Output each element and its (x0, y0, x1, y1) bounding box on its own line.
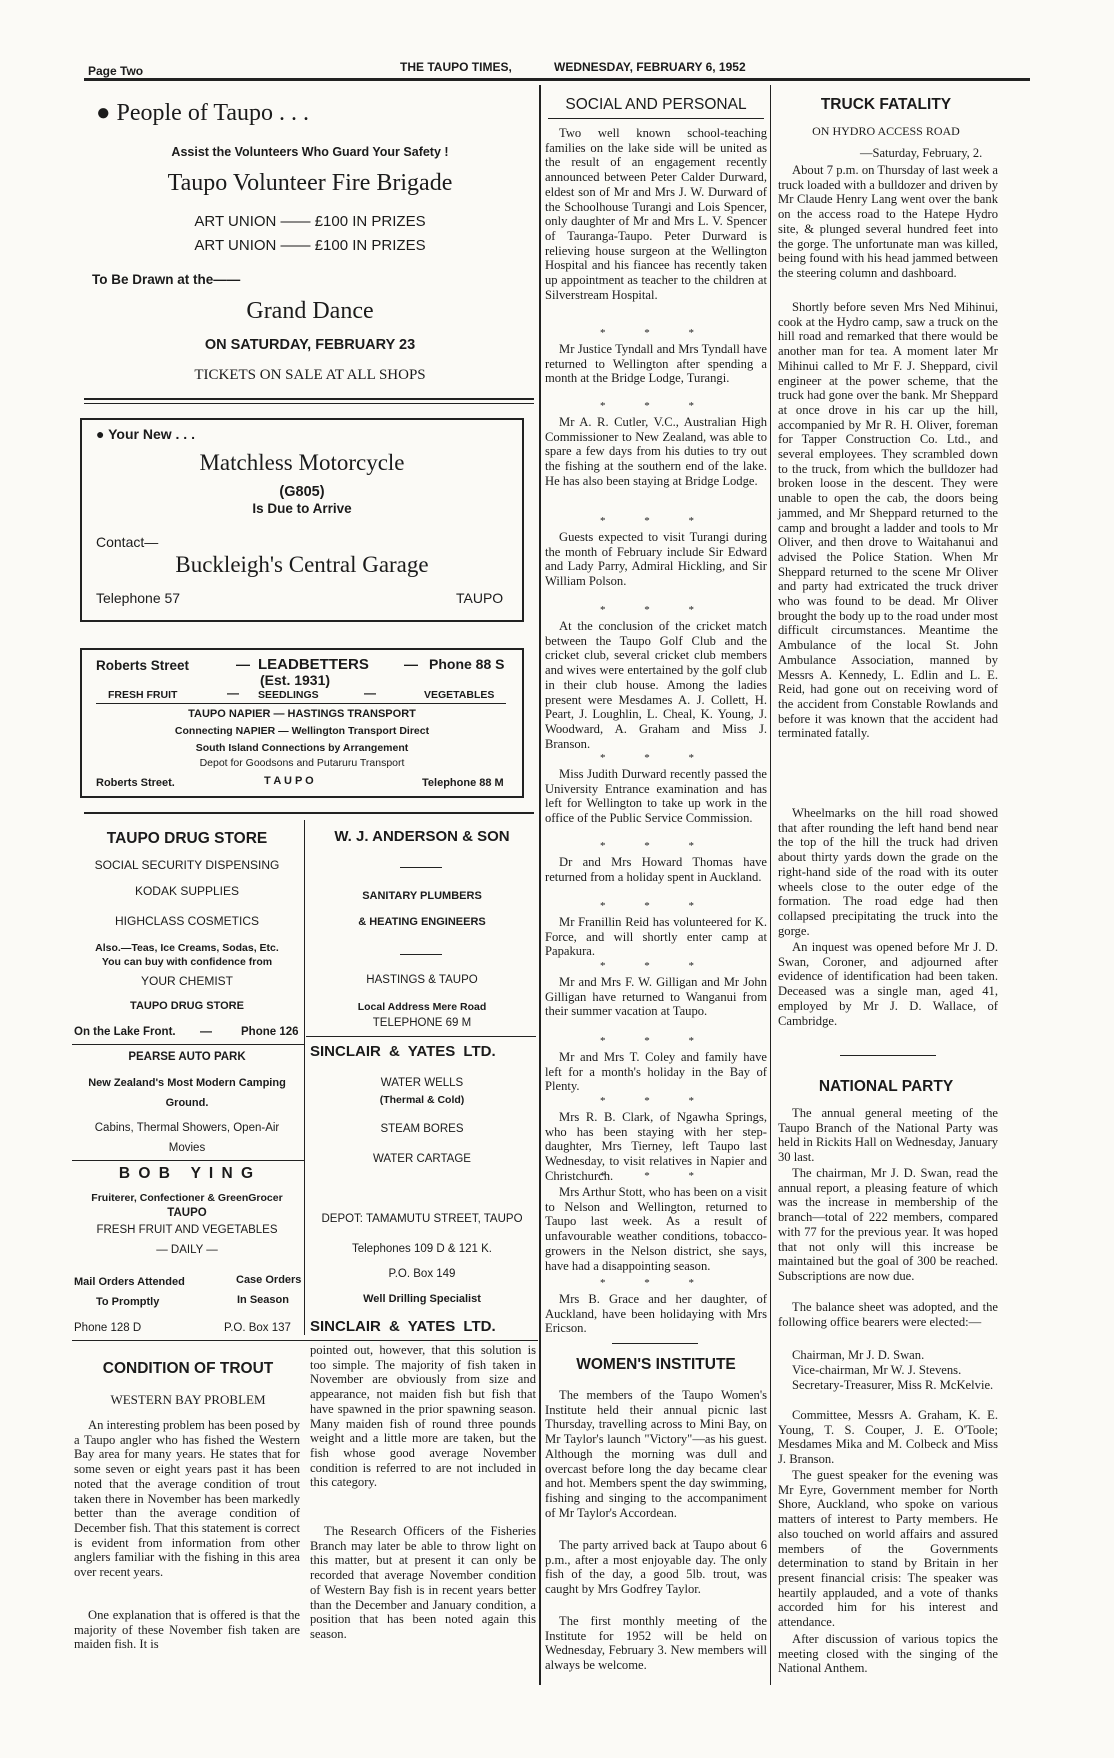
dash-icon: — (236, 656, 250, 672)
social-paragraph: Mr Franillin Reid has volunteered for K. Force, and will shortly enter camp at Papakura. (545, 915, 767, 959)
your-new: ● Your New . . . (96, 426, 195, 442)
drug-line: YOUR CHEMIST (140, 974, 233, 988)
title-rule (548, 118, 764, 119)
anderson-line: TELEPHONE 69 M (372, 1017, 472, 1029)
column-rule (770, 85, 771, 1685)
ad-divider (72, 1160, 304, 1161)
star-separator: * * * (600, 400, 712, 412)
bob-mail-1: Mail Orders Attended (74, 1276, 185, 1288)
bullet-icon: ● (96, 100, 111, 126)
motorcycle-name: Matchless Motorcycle (199, 450, 405, 475)
short-rule (400, 954, 442, 955)
short-rule (612, 1343, 698, 1344)
drug-line: HIGHCLASS COSMETICS (114, 914, 260, 928)
garage-name: Buckleigh's Central Garage (175, 552, 429, 577)
fresh-fruit: FRESH FRUIT (108, 689, 178, 701)
star-separator: * * * (600, 752, 712, 764)
social-title: SOCIAL AND PERSONAL (565, 96, 747, 113)
fire-subline: Assist the Volunteers Who Guard Your Safety ! (171, 145, 449, 159)
ad-underline (96, 703, 506, 704)
truck-paragraph: About 7 p.m. on Thursday of last week a truck loaded with a bulldozer and driven by Mr Claude Henry Lang went over the bank on the access road to the Hatepe Hydro site, & plunged several hundred feet into the gorge. The unfortunate man was killed, being found with his head jammed between the steering column and dashboard. (778, 163, 998, 280)
star-separator: * * * (600, 840, 712, 852)
bob-line: TAUPO (167, 1207, 207, 1219)
seedlings: SEEDLINGS (258, 689, 319, 701)
women-paragraph: The first monthly meeting of the Institute for 1952 will be held on Wednesday, February 3. New members will always be welcome. (545, 1614, 767, 1673)
header-rule (84, 78, 1030, 81)
star-separator: * * * (600, 1170, 712, 1182)
national-title: NATIONAL PARTY (818, 1078, 954, 1095)
taupo-footer: T A U P O (264, 775, 314, 787)
social-paragraph: Mrs Arthur Stott, who has been on a visit to Nelson and Wellington, returned to Taupo last week. As a result of unfavourable weather conditions, tobacco-growers in the Nelson district, she says, have had a disappointing season. (545, 1185, 767, 1273)
star-separator: * * * (600, 515, 712, 527)
star-separator: * * * (600, 960, 712, 972)
short-rule (400, 867, 442, 868)
leadbetters-est: (Est. 1931) (260, 672, 331, 688)
social-paragraph: Mr and Mrs T. Coley and family have left for a month's holiday in the Bay of Plenty. (545, 1050, 767, 1094)
bullet-icon: ● (96, 426, 105, 442)
trout-subtitle: WESTERN BAY PROBLEM (110, 1392, 266, 1407)
pearse-line: Movies (168, 1142, 206, 1154)
leadbetters-name: LEADBETTERS (258, 656, 369, 673)
star-separator: * * * (600, 604, 712, 616)
bob-line: FRESH FRUIT AND VEGETABLES (96, 1224, 278, 1236)
social-paragraph: Guests expected to visit Turangi during the month of February include Sir Edward and Lady Parry, Admiral Hickling, and Sir William Polson. (545, 530, 767, 589)
truck-subtitle: ON HYDRO ACCESS ROAD (812, 124, 960, 138)
vegetables: VEGETABLES (424, 689, 495, 701)
drug-phone: Phone 126 (241, 1026, 299, 1038)
national-paragraph: After discussion of various topics the meeting closed with the singing of the National Anthem. (778, 1632, 998, 1676)
art-union-2: ART UNION —— £100 IN PRIZES (194, 237, 426, 254)
ad-divider (84, 398, 534, 400)
sinclair-footer: SINCLAIR & YATES LTD. (310, 1318, 496, 1335)
national-officer: Chairman, Mr J. D. Swan. (792, 1348, 925, 1362)
dash-icon: — (227, 686, 239, 700)
drug-store-title: TAUPO DRUG STORE (106, 830, 268, 847)
leadbetters-phone: Phone 88 S (429, 656, 505, 672)
sinclair-line: WATER WELLS (380, 1077, 464, 1089)
telephone-footer: Telephone 88 M (422, 777, 504, 789)
contact-label: Contact— (96, 534, 159, 550)
anderson-line: SANITARY PLUMBERS (362, 890, 482, 902)
short-rule (840, 1055, 936, 1056)
social-paragraph: Two well known school-teaching families on the lake side will be united as the result of an engagement recently announced between Peter Calder Durward, eldest son of Mr and Mrs J. W. Durward of the Schoolhouse Turangi and Lois Spencer, only daughter of Mr and Mrs L. V. Spencer of Tauranga-Taupo. Peter Durward is relieving house surgeon at the Wellington Hospital and his fiancee has recently taken up appointment as teacher to the children at Silverstream Hospital. (545, 126, 767, 302)
ad-divider (72, 1044, 304, 1045)
sinclair-title: SINCLAIR & YATES LTD. (310, 1043, 496, 1060)
ad-divider (306, 1036, 536, 1037)
social-paragraph: Mrs R. B. Clark, of Ngawha Springs, who has been staying with her step-daughter, Mrs Tierney, left Taupo last Wednesday, to visit relatives in Napier and Christchurch. (545, 1110, 767, 1183)
star-separator: * * * (600, 1277, 712, 1289)
ad-column-rule (304, 820, 305, 1335)
social-paragraph: Mr and Mrs F. W. Gilligan and Mr John Gilligan have returned to Wanganui from their summer vacation at Taupo. (545, 975, 767, 1019)
anderson-line: HASTINGS & TAUPO (366, 974, 478, 986)
drug-line: SOCIAL SECURITY DISPENSING (94, 858, 280, 872)
anderson-title: W. J. ANDERSON & SON (334, 828, 510, 845)
transport-line-3: South Island Connections by Arrangement (195, 742, 409, 754)
garage-town: TAUPO (456, 590, 504, 606)
drug-line: You can buy with confidence from (101, 956, 273, 968)
bob-case-2: In Season (237, 1294, 289, 1306)
national-paragraph: The guest speaker for the evening was Mr Eyre, Government member for North Shore, Auckland, who spoke on various matters of interest to Party members. He also touched on world affairs and assured members of the Governments determination to stand by Britain in her present financial crisis: The speaker was heartily applauded, and a vote of thanks accorded him for his interest and attendance. (778, 1468, 998, 1630)
national-paragraph: The chairman, Mr J. D. Swan, read the annual report, a pleasing feature of which was the increase in membership of the branch—total of 222 members, compared with 77 for the previous year. It was hoped that not only will this increase be maintained but the goal of 300 be reached. Subscriptions are now due. (778, 1166, 998, 1283)
trout-paragraph: pointed out, however, that this solution is too simple. The majority of fish taken in November are obviously from size and appearance, not maiden fish but fish that have spawned in the prior spawning season. Many maiden fish of round three pounds weight and a little more are taken, but the fish whose good average November condition is referred to are not included in this category. (310, 1343, 536, 1490)
truck-title: TRUCK FATALITY (820, 96, 952, 113)
truck-paragraph: Shortly before seven Mrs Ned Mihinui, cook at the Hydro camp, saw a truck on the hill road and remarked that there would be another man for tea. A moment later Mr Mihinui called to Mr F. J. Sheppard, civil engineer at the power scheme, that the truck had gone over the bank. Mr Sheppard at once drove in his car up the hill, accompanied by Mr R. H. Oliver, foreman for Tapper Construction Co. Ltd., and several employees. They scrambled down to the truck, from which the bulldozer had broken loose in the descent. They were unable to open the cab, the doors being jammed, and Mr Sheppard returned to the camp and brought a ladder and tools to Mr Oliver, and then drove to Waitahanui and advised the Police Station. When Mr Sheppard returned to the scene Mr Oliver and party had extricated the truck driver who was found to be dead. Mr Oliver brought the body up to the road under most difficult circumstances. Meantime the Ambulance of the local St. John Ambulance Association, manned by Messrs A. Kennedy, L. Edlin and L. E. Reid, had gone out on receiving word of the accident from Constable Rowlands and before it was known that the accident had terminated fatally. (778, 300, 998, 741)
national-paragraph: The annual general meeting of the Taupo Branch of the National Party was held in Rickits Hall on Wednesday, January 30 last. (778, 1106, 998, 1165)
social-paragraph: Mr Justice Tyndall and Mrs Tyndall have returned to Wellington after spending a month at the Bridge Lodge, Turangi. (545, 342, 767, 386)
drug-line: Also.—Teas, Ice Creams, Sodas, Etc. (95, 942, 279, 954)
transport-line-1: TAUPO NAPIER — HASTINGS TRANSPORT (188, 708, 416, 720)
ad-divider (72, 1340, 538, 1341)
tickets-line: TICKETS ON SALE AT ALL SHOPS (194, 367, 426, 383)
truck-paragraph: Wheelmarks on the hill road showed that after rounding the left hand bend near the top of the hill the truck had driven about thirty yards down the grade on the right-hand side of the road with its outer wheels close to the outer edge of the formation. The road edge had then collapsed precipitating the truck into the gorge. (778, 806, 998, 938)
bob-phone: Phone 128 D (74, 1322, 142, 1334)
motorcycle-code: (G805) (279, 484, 325, 500)
dash-icon: — (200, 1024, 212, 1038)
column-rule (539, 85, 541, 1685)
national-paragraph: The balance sheet was adopted, and the following office bearers were elected:— (778, 1300, 998, 1329)
ad-divider (84, 403, 534, 404)
dash-icon: — (404, 656, 418, 672)
sinclair-line: STEAM BORES (380, 1123, 464, 1135)
grand-dance: Grand Dance (246, 298, 374, 324)
bob-case-1: Case Orders (236, 1274, 302, 1286)
roberts-street-footer: Roberts Street. (96, 777, 175, 789)
drawn-at: To Be Drawn at the—— (92, 272, 241, 287)
sinclair-line: Well Drilling Specialist (363, 1293, 481, 1305)
bob-line: Fruiterer, Confectioner & GreenGrocer (91, 1192, 283, 1204)
women-title: WOMEN'S INSTITUTE (576, 1356, 736, 1373)
anderson-line: & HEATING ENGINEERS (358, 916, 486, 928)
sinclair-line: DEPOT: TAMAMUTU STREET, TAUPO (321, 1213, 523, 1225)
national-officer: Committee, Messrs A. Graham, K. E. Young, T. S. Couper, J. E. O'Toole; Mesdames Mika and M. Colbeck and Miss J. Branson. (778, 1408, 998, 1467)
social-paragraph: Miss Judith Durward recently passed the University Entrance examination and has left for Wellington to take up work in the office of the Public Service Commission. (545, 767, 767, 826)
garage-telephone: Telephone 57 (96, 590, 181, 606)
pearse-line: Cabins, Thermal Showers, Open-Air (94, 1122, 280, 1134)
transport-line-4: Depot for Goodsons and Putaruru Transport (199, 757, 405, 769)
truck-paragraph: An inquest was opened before Mr J. D. Swan, Coroner, and adjourned after evidence of identification had been taken. Deceased was a single man, aged 41, employed by Mr J. D. Wallace, of Cambridge. (778, 940, 998, 1028)
national-officer: Vice-chairman, Mr W. J. Stevens. (792, 1363, 962, 1377)
paper-name: THE TAUPO TIMES, (400, 60, 512, 74)
star-separator: * * * (600, 1035, 712, 1047)
women-paragraph: The party arrived back at Taupo about 6 p.m., after a most enjoyable day. The only fish of the day, a good 5lb. trout, was caught by Mrs Godfrey Taylor. (545, 1538, 767, 1597)
sinclair-line: Telephones 109 D & 121 K. (351, 1243, 493, 1255)
brigade-title: Taupo Volunteer Fire Brigade (167, 170, 453, 196)
bob-line: — DAILY — (156, 1244, 218, 1256)
pearse-title: PEARSE AUTO PARK (128, 1051, 246, 1063)
drug-line: TAUPO DRUG STORE (130, 1000, 244, 1012)
page-number: Page Two (88, 64, 144, 78)
art-union-1: ART UNION —— £100 IN PRIZES (194, 213, 426, 230)
transport-line-2: Connecting NAPIER — Wellington Transport Direct (174, 725, 430, 737)
star-separator: * * * (600, 900, 712, 912)
national-officer: Secretary-Treasurer, Miss R. McKelvie. (792, 1378, 994, 1392)
pearse-line: New Zealand's Most Modern Camping (88, 1077, 286, 1089)
women-paragraph: The members of the Taupo Women's Institute held their annual picnic last Thursday, travelling across to Mini Bay, on Mr Taylor's launch "Victory"—as his guest. Although the morning was dull and overcast before long the day became clear and hot. Members spent the day swimming, fishing and singing to the accompaniment of Mr Taylor's Accordean. (545, 1388, 767, 1520)
social-paragraph: Mrs B. Grace and her daughter, of Auckland, have been holidaying with Mrs Ericson. (545, 1292, 767, 1336)
sinclair-line: WATER CARTAGE (373, 1153, 471, 1165)
bob-mail-2: To Promptly (96, 1296, 160, 1308)
drug-line: KODAK SUPPLIES (134, 884, 240, 898)
star-separator: * * * (600, 327, 712, 339)
dash-icon: — (364, 686, 376, 700)
drug-location: On the Lake Front. (74, 1026, 176, 1038)
social-paragraph: Mr A. R. Cutler, V.C., Australian High Commissioner to New Zealand, was able to spare a few days from his duties to try out the fishing at the southern end of the lake. He has also been staying at Bridge Lodge. (545, 415, 767, 488)
dance-date: ON SATURDAY, FEBRUARY 23 (204, 337, 416, 353)
trout-paragraph: One explanation that is offered is that the majority of these November fish taken are maiden fish. It is (74, 1608, 300, 1652)
people-headline: ● People of Taupo . . . (96, 100, 310, 126)
issue-date: WEDNESDAY, FEBRUARY 6, 1952 (554, 60, 746, 74)
pearse-line: Ground. (165, 1097, 209, 1109)
ad-divider (84, 812, 534, 814)
sinclair-line: (Thermal & Cold) (379, 1094, 465, 1106)
bob-po-box: P.O. Box 137 (224, 1322, 291, 1334)
due-to-arrive: Is Due to Arrive (252, 501, 352, 516)
trout-paragraph: The Research Officers of the Fisheries Branch may later be able to throw light on this matter, but at present it can only be recorded that average November condition of Western Bay fish is in recent years better than the December and January condition, a position that has been noted again this season. (310, 1524, 536, 1641)
roberts-street: Roberts Street (96, 658, 190, 673)
star-separator: * * * (600, 1095, 712, 1107)
sinclair-line: P.O. Box 149 (388, 1268, 456, 1280)
social-paragraph: At the conclusion of the cricket match between the Taupo Golf Club and the cricket club, several cricket club members and wives were entertained by the golf club in their club house. Among the ladies present were Mesdames A. J. Collett, H. Peart, J. Loughlin, L. Cheal, K. Young, J. Woodward, A. Graham and Miss J. Branson. (545, 619, 767, 751)
anderson-line: Local Address Mere Road (357, 1001, 487, 1013)
trout-paragraph: An interesting problem has been posed by a Taupo angler who has fished the Western Bay area for many years. He states that for some seven or eight years past it has been noted that the average condition of trout taken there in November has been markedly better than the average condition of December fish. That this statement is correct is evident from information from other anglers familiar with the fishing in this area over recent years. (74, 1418, 300, 1580)
truck-dateline: —Saturday, February, 2. (860, 146, 983, 160)
social-paragraph: Dr and Mrs Howard Thomas have returned from a holiday spent in Auckland. (545, 855, 767, 884)
trout-title: CONDITION OF TROUT (102, 1360, 274, 1377)
bob-ying-title: B O B Y I N G (118, 1165, 256, 1182)
